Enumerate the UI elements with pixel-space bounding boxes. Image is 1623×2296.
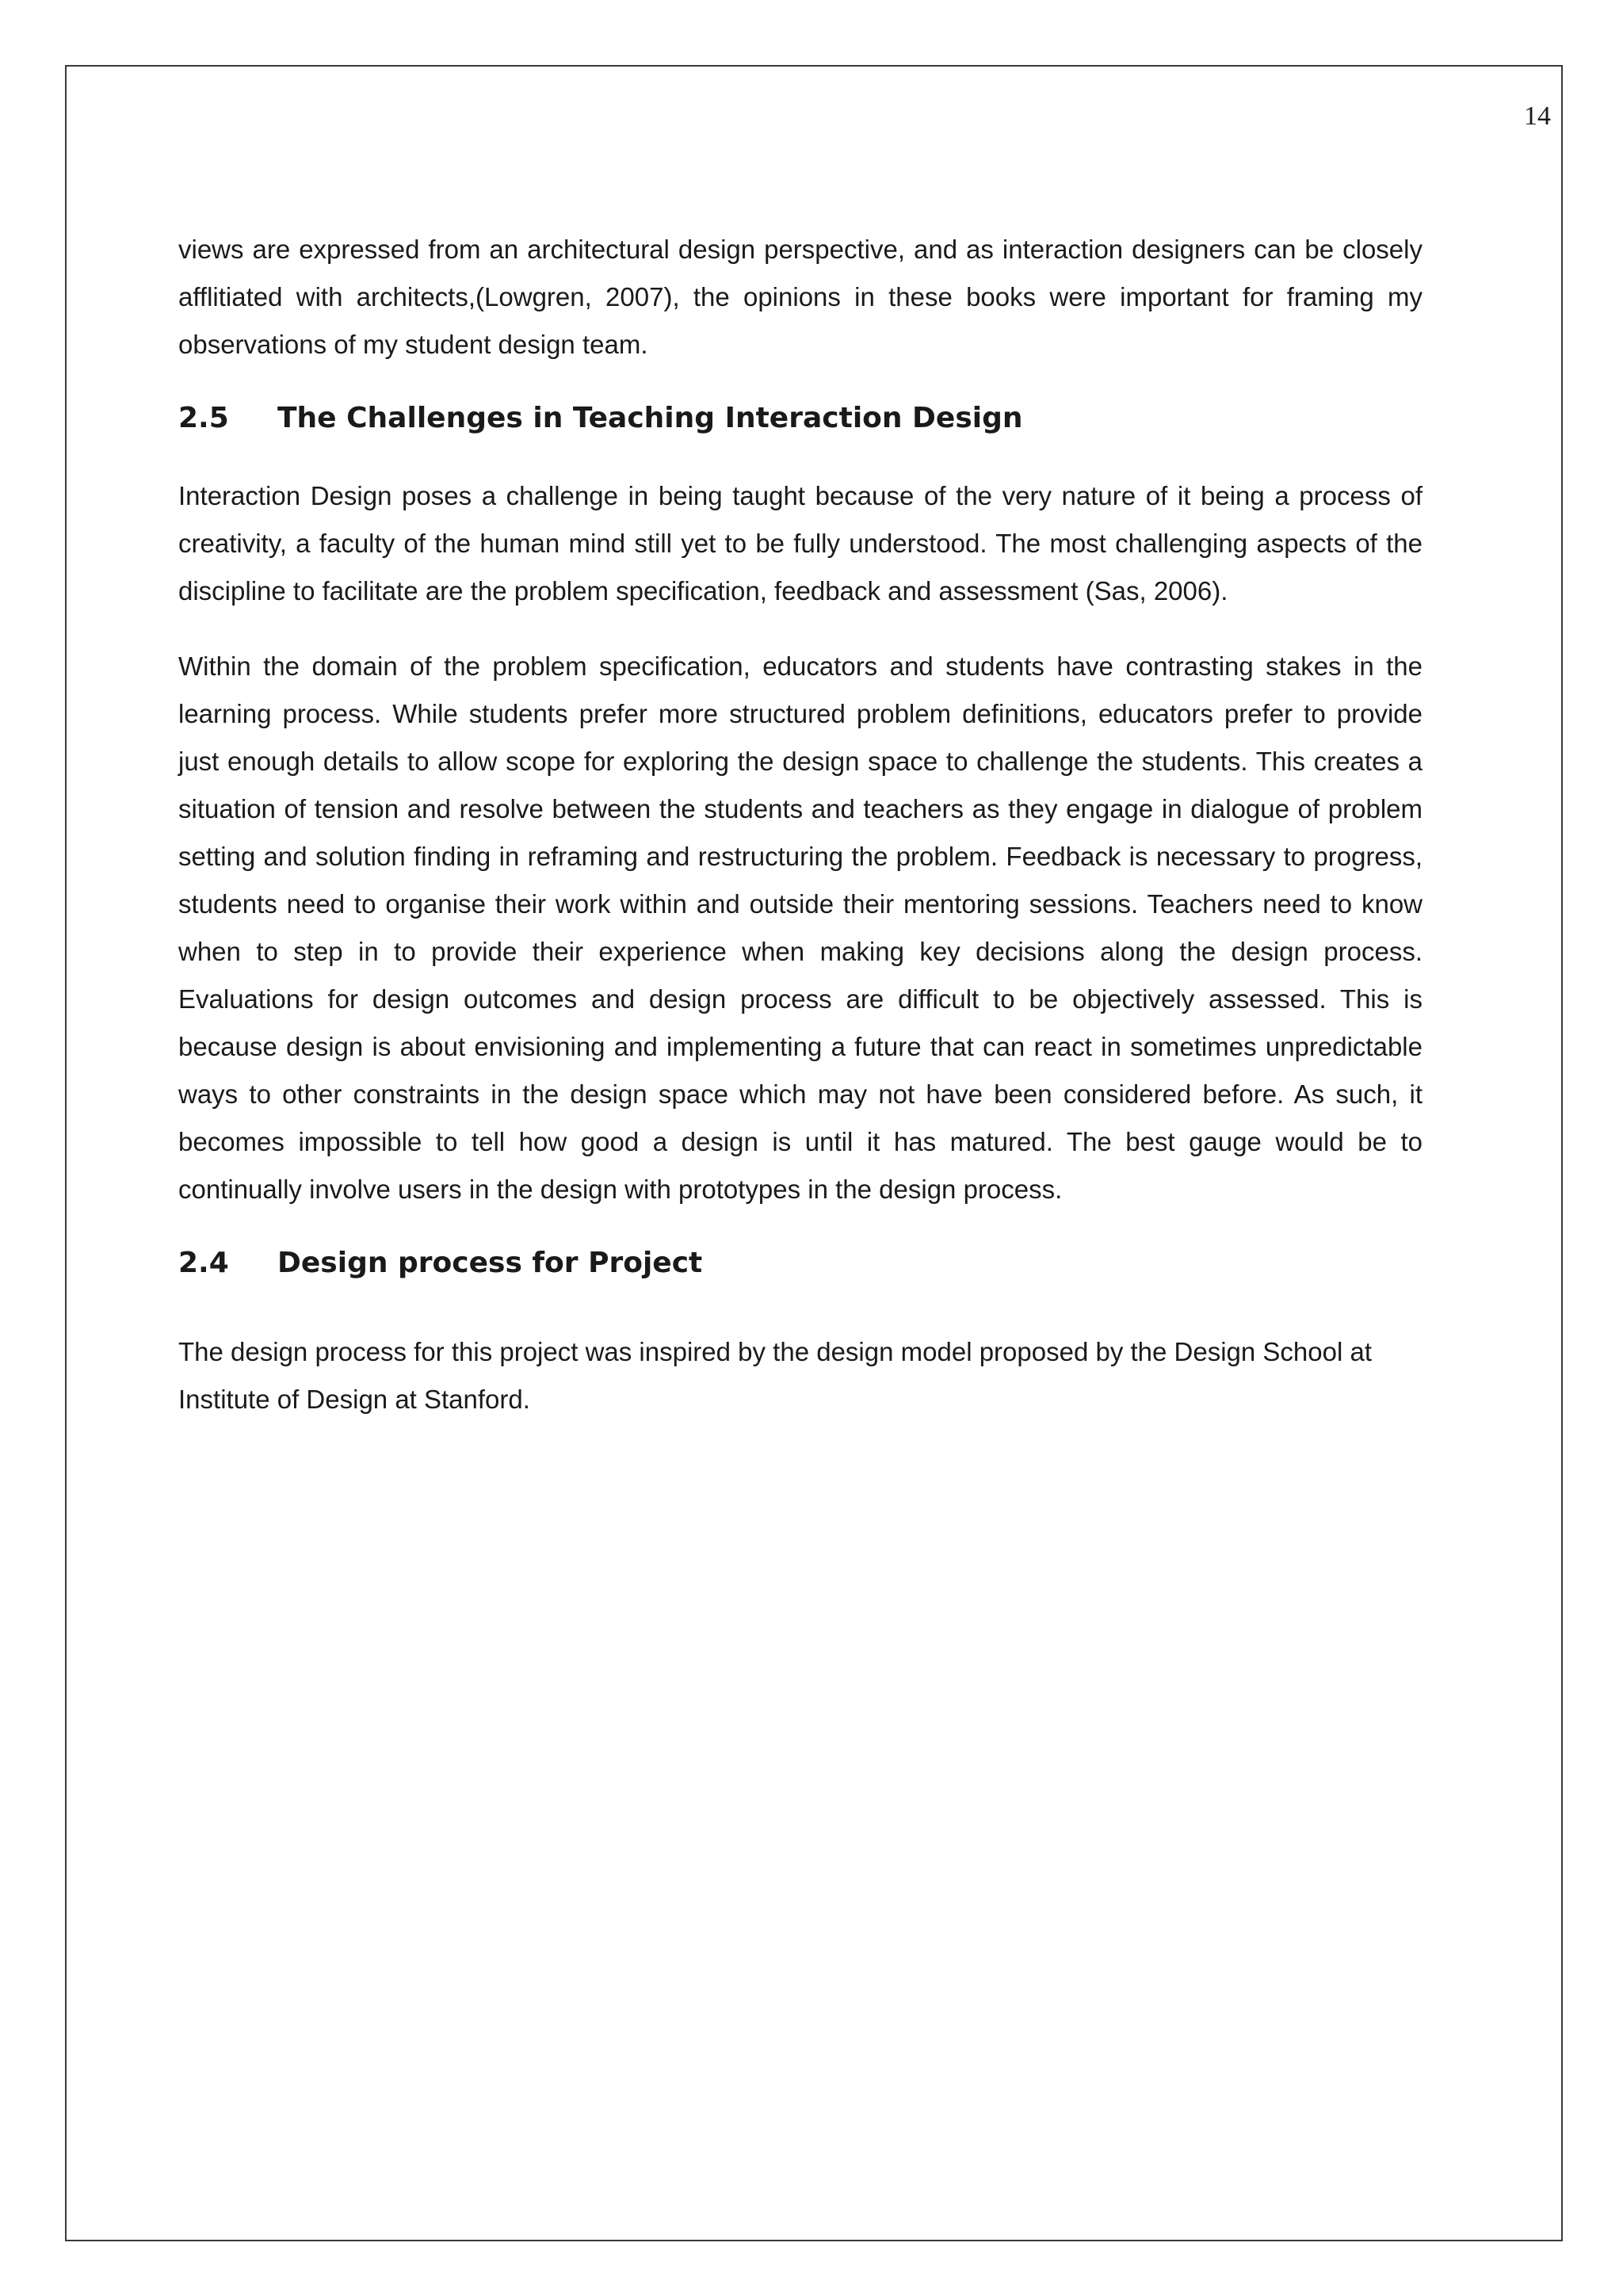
page-content: [178, 226, 1423, 1423]
section-2-5-paragraph-1: Interaction Design poses a challenge in being taught because of the very nature of it being a process of creativity, a faculty of the human mind still yet to be fully understood. The most challenging aspects of the discipline to facilitate are the problem specification, feedback and assessment (Sas, 2006).: [178, 481, 1423, 606]
section-heading-2-5: [178, 402, 1423, 434]
section-number: 2.5: [178, 402, 229, 434]
page-number: 14: [1524, 101, 1551, 131]
section-2-4-paragraph-1: The design process for this project was inspired by the design model proposed by the Design School at Institute of Design at Stanford.: [178, 1337, 1373, 1414]
section-2-5-paragraph-2: Within the domain of the problem specification, educators and students have contrasting stakes in the learning process. While students prefer more structured problem definitions, educators prefer to provide just enough details to allow scope for exploring the design space to challenge the students. This creates a situation of tension and resolve between the students and teachers as they engage in dialogue of problem setting and solution finding in reframing and restructuring the problem. Feedback is necessary to progress, students need to organise their work within and outside their mentoring sessions. Teachers need to know when to step in to provide their experience when making key decisions along the design process. Evaluations for design outcomes and design process are difficult to be objectively assessed. This is because design is about envisioning and implementing a future that can react in sometimes unpredictable ways to other constraints in the design space which may not have been considered before. As such, it becomes impossible to tell how good a design is until it has matured. The best gauge would be to continually involve users in the design with prototypes in the design process.: [178, 651, 1423, 1204]
section-number: 2.4: [178, 1247, 229, 1279]
section-heading-2-4: [178, 1247, 1423, 1279]
section-title: Design process for Project: [277, 1247, 703, 1279]
section-title: The Challenges in Teaching Interaction Design: [277, 402, 1023, 434]
intro-paragraph: views are expressed from an architectural design perspective, and as interaction designers can be closely afflitiated with architects,(Lowgren, 2007), the opinions in these books were important for framing my observations of my student design team.: [178, 235, 1423, 359]
